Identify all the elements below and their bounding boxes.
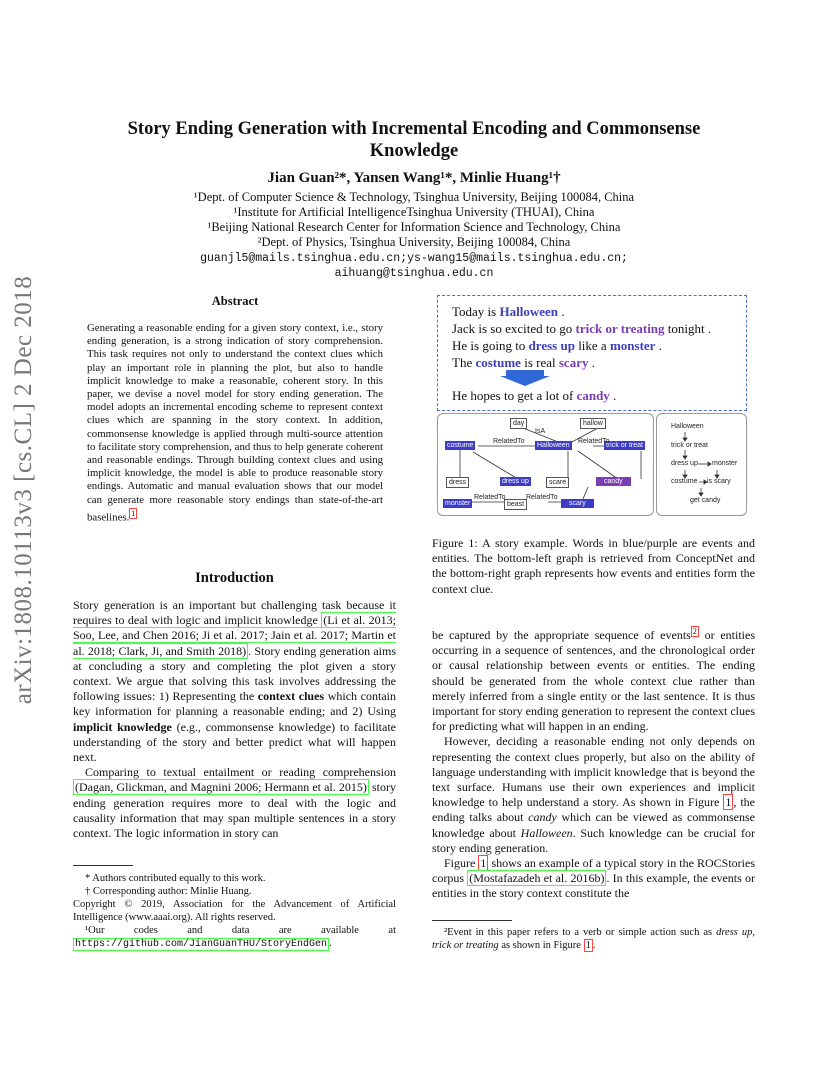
rocstories-citation[interactable]: (Mostafazadeh et al. 2016b) bbox=[469, 871, 605, 886]
graph-node-beast: beast bbox=[504, 499, 527, 510]
graph-node-scare: scare bbox=[546, 477, 569, 488]
abstract-footnote-link[interactable]: 1 bbox=[131, 508, 136, 518]
right-paragraph-3: Figure 1 shows an example of a typical story in the ROCStories corpus (Mostafazadeh et al. 2016b) . In this example, the events or entities in the story context constitute the bbox=[432, 856, 755, 901]
affiliation-3: ¹Beijing National Research Center for Information Science and Technology, China bbox=[207, 220, 621, 234]
graph-node-day: day bbox=[510, 418, 527, 429]
intro-body bbox=[73, 598, 396, 841]
edge-label: IsA bbox=[535, 428, 546, 435]
conceptnet-graph bbox=[437, 413, 654, 516]
clue-node-halloween: Halloween bbox=[671, 423, 704, 430]
left-footnotes: * Authors contributed equally to this work. † Corresponding author: Minlie Huang. Copyright © 2019, Association for the Advancement of Artificial Intelligence (www.aaai.org). All rights reserved. ¹Our codes and data are available at https://github.com/JianGuanTHU/StoryEndGen . bbox=[73, 873, 396, 950]
figure-ref-link[interactable]: 1 bbox=[480, 856, 487, 871]
affiliation-1: ¹Dept. of Computer Science & Technology, Tsinghua University, Beijing 100084, China bbox=[193, 190, 635, 204]
clue-node-costume: costume bbox=[671, 478, 698, 485]
graph-node-trick-or-treat: trick or treat bbox=[606, 442, 643, 449]
github-link[interactable]: https://github.com/JianGuanTHU/StoryEndGen bbox=[75, 939, 328, 950]
authors: Jian Guan²*, Yansen Wang¹*, Minlie Huang¹† bbox=[267, 170, 561, 186]
figure-caption: Figure 1: A story example. Words in blue/purple are events and entities. The bottom-left graph is retrieved from ConceptNet and the bottom-right graph represents how events and entities form the context clue. bbox=[432, 536, 755, 596]
graph-node-monster: monster bbox=[445, 500, 471, 507]
intro-paragraph-1: Story generation is an important but challenging task because it requires to deal with logic and implicit knowledge (Li et al. 2013; Soo, Lee, and Chen 2016; Ji et al. 2017; Jain et al. 2017; Martin et al. 2018; Clark, Ji, and Smith 2018) . Story ending generation aims at concluding a story and completing the plot given a story context. We argue that solving this task involves addressing the following issues: 1) Representing the context clues which contain key information for planning a reasonable ending; and 2) Using implicit knowledge (e.g., commonsense knowledge) to facilitate understanding of the story and better predict what will happen next. bbox=[73, 598, 396, 765]
clue-node-is-scary: is scary bbox=[707, 478, 731, 485]
figure-ref-link[interactable]: 1 bbox=[725, 795, 732, 810]
abstract-body: Generating a reasonable ending for a given story context, i.e., story ending generation, is a strong indication of story comprehension. This task requires not only to understand the context clues which play an important role in planning the plot, but also to handle implicit knowledge to make a reasonable, coherent story. In this paper, we devise a novel model for story ending generation. The model adopts an incremental encoding scheme to represent context clues which are spanning in the story context. In addition, commonsense knowledge is applied through multi-source attention to facilitate story comprehension, and thus to help generate coherent and reasonable endings. Through building context clues and using implicit knowledge, the model is able to produce reasonable story endings. Automatic and manual evaluation shows that our model can generate more reasonable story endings than state-of-the-art baselines. $^1$ bbox=[87, 322, 383, 524]
graph-node-candy: candy bbox=[596, 477, 631, 486]
figure-story-ending: He hopes to get a lot of candy . bbox=[452, 388, 617, 403]
right-body bbox=[432, 624, 755, 902]
affiliation-4: ²Dept. of Physics, Tsinghua University, Beijing 100084, China bbox=[257, 235, 571, 249]
affiliation-2: ¹Institute for Artificial IntelligenceTsinghua University (THUAI), China bbox=[233, 205, 595, 219]
emails-line-1: guanjl5@mails.tsinghua.edu.cn;ys-wang15@mails.tsinghua.edu.cn; bbox=[200, 252, 628, 265]
graph-node-costume: costume bbox=[447, 442, 474, 449]
abstract-heading: Abstract bbox=[211, 294, 259, 308]
intro-citations-1[interactable]: (Li et al. 2013; Soo, Lee, and Chen 2016; Ji et al. 2017; Jain et al. 2017; Martin et al. 2018; Clark, Ji, and Smith 2018) bbox=[73, 613, 396, 658]
arxiv-stamp: arXiv:1808.10113v3 [cs.CL] 2 Dec 2018 bbox=[10, 275, 37, 705]
intro-citations-2[interactable]: (Dagan, Glickman, and Magnini 2006; Hermann et al. 2015) bbox=[75, 780, 367, 795]
footnote-rule-right bbox=[432, 920, 512, 921]
intro-paragraph-2: Comparing to textual entailment or reading comprehension (Dagan, Glickman, and Magnini 2006; Hermann et al. 2015) story ending generation requires more to deal with the logic and causality information that may span multiple sentences in a story context. The logic information in story can bbox=[73, 765, 396, 841]
edge-label: RelatedTo bbox=[493, 438, 525, 445]
clue-node-monster: monster bbox=[712, 460, 738, 467]
edge-label: RelatedTo bbox=[578, 438, 610, 445]
down-arrow-icon bbox=[500, 370, 550, 386]
emails-line-2: aihuang@tsinghua.edu.cn bbox=[334, 267, 494, 280]
edge-label: RelatedTo bbox=[474, 494, 506, 501]
graph-node-hallow: hallow bbox=[580, 418, 606, 429]
graph-node-scary: scary bbox=[561, 499, 594, 508]
edge-label: RelatedTo bbox=[526, 494, 558, 501]
figure-ref-link[interactable]: 1 bbox=[585, 940, 591, 951]
footnote-2-link[interactable]: 2 bbox=[692, 627, 697, 636]
footnote-rule-left bbox=[73, 865, 133, 866]
right-paragraph-2: However, deciding a reasonable ending not only depends on representing the context clues properly, but also on the ability of language understanding with implicit knowledge that is beyond the text surface. Humans use their own experiences and implicit knowledge to help understand a story. As shown in Figure 1 , the ending talks about candy which can be viewed as commonsense knowledge about Halloween. Such knowledge can be crucial for story ending generation. bbox=[432, 734, 756, 855]
graph-node-dress-up: dress up bbox=[502, 478, 529, 485]
graph-node-halloween: Halloween bbox=[537, 442, 570, 449]
paper-title: Story Ending Generation with Incremental Encoding and Commonsense Knowledge bbox=[127, 119, 701, 161]
clue-node-trick-or-treat: trick or treat bbox=[671, 442, 708, 449]
right-paragraph-1: be captured by the appropriate sequence of events $^2$ or entities occurring in a sequence of sentences, and the chronological order or causal relationship between events or entities. The ending should be generated from the whole context clue rather than merely inferred from a single entity or the last sentence. It is thus important for story ending generation to represent the context clues for predicting what will happen in an ending. bbox=[432, 627, 756, 734]
intro-heading: Introduction bbox=[195, 570, 274, 586]
footnote-2: ²Event in this paper refers to a verb or simple action such as dress up, trick or treating as shown in Figure 1 . bbox=[432, 927, 755, 951]
figure-story-text: Today is Halloween . Jack is so excited to go trick or treating tonight . He is going to dress up like a monster . The costume is real scary . bbox=[452, 304, 712, 370]
context-clue-graph bbox=[656, 413, 747, 516]
graph-node-dress: dress bbox=[446, 477, 469, 488]
clue-node-get-candy: get candy bbox=[690, 497, 721, 504]
clue-node-dress-up: dress up bbox=[671, 460, 698, 467]
